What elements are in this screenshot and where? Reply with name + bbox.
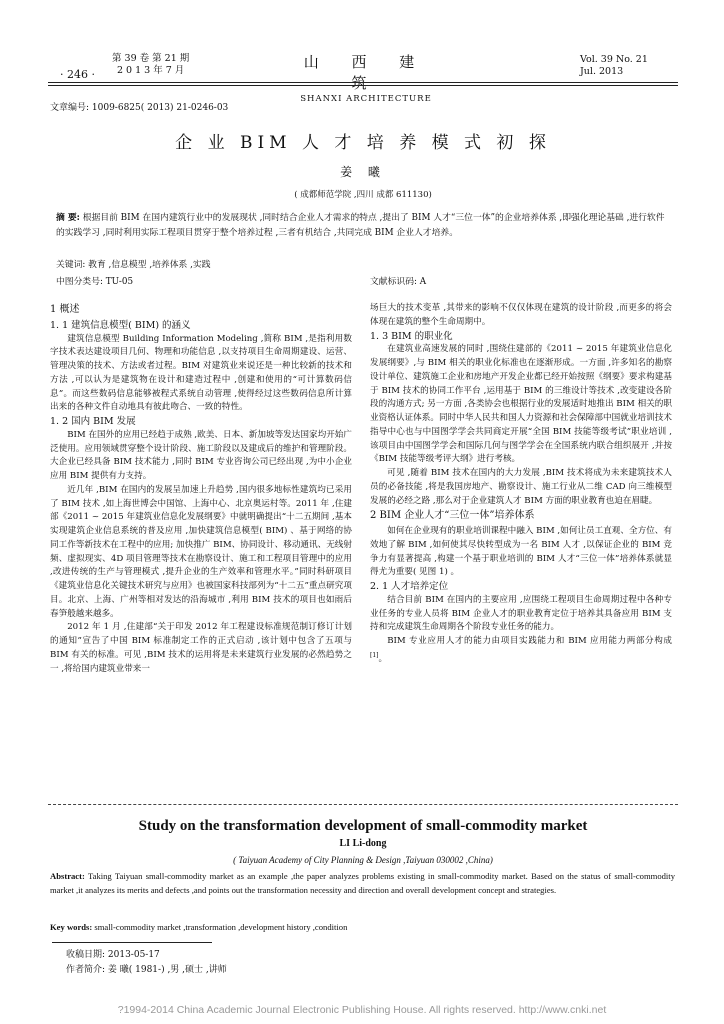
copyright-footer: ?1994-2014 China Academic Journal Electronic Publishing House. All rights reserved. http://www.cnki.net	[117, 1004, 607, 1016]
paragraph	[370, 635, 672, 666]
article-title: 企 业 BIM 人 才 培 养 模 式 初 探	[175, 133, 551, 153]
paragraph: 结合目前 BIM 在国内的主要应用 ,应围绕工程项目生命周期过程中各种专业任务的专业人员将 BIM 企业人才的职业教育定位于培养其具备应用 BIM 支持和完成建筑生命周期各个阶段专业任务的能力。	[370, 594, 672, 633]
article-affiliation: ( 成都师范学院 ,四川 成都 611130)	[294, 190, 432, 200]
english-title: Study on the transformation development of small-commodity market	[138, 818, 588, 834]
paragraph: 如何在企业现有的职业培训课程中融入 BIM ,如何让员工直观、全方位、有效地了解 BIM ,如何使其尽快转型成为一名 BIM 人才 ,以保证企业的 BIM 竞争力有显著提高 ,构建一个基于职业培训的 BIM 人才“三位一体”培养体系就显得尤为重要( 见图 1) 。	[370, 526, 672, 578]
section-1-3-heading: 1. 3 BIM 的职业化	[370, 330, 453, 342]
date-cn: 2 0 1 3 年 7 月	[116, 65, 185, 76]
abstract-label: 摘 要:	[56, 213, 80, 223]
english-abstract	[50, 870, 675, 897]
english-abstract-text: Taking Taiyuan small-commodity market as an example ,the paper analyzes problems existing in small-commodity market. Based on the status of small-commodity market ,it analyzes its merits and defects ,and points out the transformation necessity and direction and overall development concept and strategies.	[50, 871, 675, 895]
keywords-label: 关键词:	[56, 260, 86, 270]
section-1-2-heading: 1. 2 国内 BIM 发展	[50, 416, 136, 427]
paragraph: 可见 ,随着 BIM 技术在国内的大力发展 ,BIM 技术将成为未来建筑技术人员的必备技能 ,将是我国房地产、勘察设计、施工行业从二维 CAD 向三维模型发展的必经之路 ,那么对于企业建筑人才 BIM 方面的职业教育也迫在眉睫。	[370, 468, 672, 506]
paragraph: 在建筑业高速发展的同时 ,围绕住建部的《2011 ~ 2015 年建筑业信息化发展纲要》,与 BIM 相关的职业化标准也在逐渐形成。一方面 ,许多知名的勘察设计单位、建筑施工企业和房地产开发企业都已经开始按照《纲要》要求构建基于 BIM 技术的协同工作平台 ,运用基于 BIM 的三维设计等技术 ,改变建设各阶段的沟通方式; 另一方面 ,各类协会也根据行业的发展适时地推出 BIM 相关的职业资格认证体系。同时中华人民共和国人力资源和社会保障部中国就业培训技术指导中心也与中国图学学会共同商定开展“全国 BIM 技能等级考试”职业培训 ,该项目由中国图学学会和国际几何与图学学会在全国系统内联合组织展开 ,并按《BIM 技能等级考评大纲》进行考核。	[370, 344, 672, 465]
body-right-column	[370, 302, 672, 666]
keywords-text: 教育 ,信息模型 ,培养体系 ,实践	[88, 260, 211, 270]
header-rule-top	[48, 82, 678, 83]
body-left-column	[50, 302, 352, 676]
paragraph-end: 。	[378, 653, 388, 664]
footnote-rule	[52, 942, 212, 943]
paragraph: BIM 在国外的应用已经趋于成熟 ,欧美、日本、新加坡等发达国家均开始广泛使用。应用领域贯穿整个设计阶段、施工阶段以及建成后的维护和管理阶段。大企业已经具备 BIM 技术能力 ,同时 BIM 专业咨询公司已经出现 ,为中小企业应用 BIM 提供有力支持。	[50, 429, 352, 481]
page-number: · 246 ·	[60, 68, 95, 81]
keywords-cn	[56, 257, 211, 270]
author-bio: 作者简介: 姜 曦( 1981-) ,男 ,硕士 ,讲师	[66, 965, 227, 975]
section-1-1-heading: 1. 1 建筑信息模型( BIM) 的涵义	[50, 319, 191, 331]
paragraph-text: BIM 专业应用人才的能力由项目实践能力和 BIM 应用能力两部分构成	[387, 636, 672, 646]
section-1-heading: 1 概述	[50, 304, 80, 315]
received-date: 收稿日期: 2013-05-17	[66, 950, 160, 960]
abstract-cn	[56, 211, 671, 241]
section-2-heading: 2 BIM 企业人才“三位一体”培养体系	[370, 510, 535, 522]
english-abstract-label: Abstract:	[50, 871, 85, 881]
issue-info-en	[580, 54, 648, 78]
abstract-text: 根据目前 BIM 在国内建筑行业中的发展现状 ,同时结合企业人才需求的特点 ,提出了 BIM 人才“三位一体”的企业培养体系 ,即强化理论基础 ,进行软件的实践学习 ,同时利用实际工程项目贯穿于整个培养过程 ,三者有机结合 ,共同完成 BIM 企业人才培养。	[56, 213, 665, 238]
paragraph: 建筑信息模型 Building Information Modeling ,简称 BIM ,是指利用数字技术表达建设项目几何、物理和功能信息 ,以支持项目生命周期建设、运营、管理决策的技术、方法或者过程。BIM 对建筑业来说还是一种比较新的技术和方法 ,可以认为是建筑物在设计和建造过程中 ,创建和使用的“可计算数码信息”。而这些数码信息能够被程式系统自动管理 ,使得经过这些数码信息所计算出来的各种文件自动地具有彼此吻合、一致的特性。	[50, 333, 352, 413]
english-keywords-text: small-commodity market ,transformation ,development history ,condition	[94, 922, 348, 932]
date-en: Jul. 2013	[580, 66, 624, 77]
article-number: 文章编号: 1009-6825( 2013) 21-0246-03	[50, 103, 229, 113]
header-rule-bottom	[48, 85, 678, 86]
journal-name-en: SHANXI ARCHITECTURE	[300, 94, 432, 104]
journal-name	[286, 51, 446, 104]
section-divider	[48, 804, 678, 805]
paragraph: 近几年 ,BIM 在国内的发展呈加速上升趋势 ,国内很多地标性建筑均已采用了 BIM 技术 ,如上海世博会中国馆、上海中心、北京奥运村等。2011 年 ,住建部《2011 ~ 2015 年建筑业信息化发展纲要》中就明确提出“十二五期间 ,基本实现建筑企业信息系统的普及应用 ,加快建筑信息模型( BIM) 、基于网络的协同工作等新技术在工程中的应用; 加快推广 BIM、协同设计、移动通讯、无线射频、虚拟现实、4D 项目管理等技术在勘察设计、施工和工程项目管理中的应用 ,改进传统的生产与管理模式 ,提升企业的生产效率和管理水平。”同时科研项目《建筑业信息化关键技术研究与应用》也被国家科技部列为“十二五”重点研究项目。北京、上海、广州等相对发达的沿海城市 ,利用 BIM 技术的项目也如雨后春笋般越来越多。	[50, 484, 352, 619]
paragraph: 2012 年 1 月 ,住建部“关于印发 2012 年工程建设标准规范制订修订计划的通知”宣告了中国 BIM 标准制定工作的正式启动 ,该计划中包含了五项与 BIM 有关的标准。可见 ,BIM 技术的运用将是未来建筑行业发展的必然趋势之一 ,将给国内建筑业带来一	[50, 622, 352, 674]
english-keywords-label: Key words:	[50, 922, 93, 932]
document-code: 文献标识码: A	[370, 277, 427, 287]
issue-info-cn	[112, 53, 189, 77]
volume-en: Vol. 39 No. 21	[580, 54, 648, 65]
english-keywords	[50, 922, 347, 932]
journal-name-cn: 山 西 建 筑	[303, 53, 429, 92]
english-author: LI Li-dong	[339, 838, 387, 849]
clc-number: 中图分类号: TU-05	[56, 277, 134, 287]
article-author: 姜 曦	[340, 165, 386, 179]
paragraph: 场巨大的技术变革 ,其带来的影响不仅仅体现在建筑的设计阶段 ,而更多的将会体现在建筑的整个生命周期中。	[370, 303, 672, 327]
section-2-1-heading: 2. 1 人才培养定位	[370, 581, 449, 592]
english-affiliation: ( Taiyuan Academy of City Planning & Design ,Taiyuan 030002 ,China)	[233, 855, 493, 865]
citation-ref[interactable]: [1]	[370, 651, 379, 659]
volume-cn: 第 39 卷 第 21 期	[112, 53, 190, 64]
